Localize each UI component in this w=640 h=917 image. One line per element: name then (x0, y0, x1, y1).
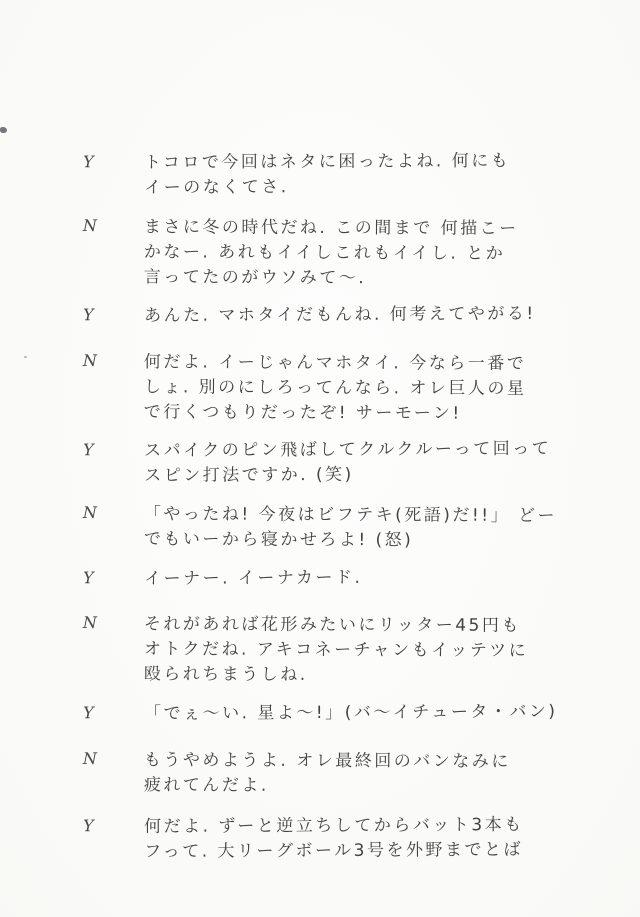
paper-speck (0, 127, 7, 133)
dialogue-line: フって. 大リーグボール3号を外野までとば (144, 839, 524, 862)
speaker-label: N (82, 350, 97, 371)
dialogue-text (144, 812, 614, 864)
dialogue-row (0, 502, 640, 551)
paper-speck (24, 356, 27, 358)
dialogue-line: 疲れてんだよ. (143, 775, 269, 796)
dialogue-text (144, 148, 614, 200)
dialogue-line: しょ. 別のにしろってんなら. オレ巨人の星 (143, 377, 527, 399)
dialogue-text (144, 350, 614, 427)
dialogue-line: 「でぇ～い. 星よ～!」(バ～イチュータ・バン) (144, 701, 558, 724)
speaker-label: Y (83, 568, 94, 588)
speaker-label: N (82, 612, 97, 633)
dialogue-row (0, 564, 640, 589)
speaker-label: Y (83, 305, 94, 325)
dialogue-row (0, 148, 640, 198)
dialogue-row (0, 215, 640, 289)
speaker-label: Y (83, 440, 94, 460)
dialogue-text (144, 612, 614, 689)
dialogue-row (0, 301, 640, 326)
dialogue-line: 何だよ. イーじゃんマホタイ. 今なら一番で (143, 352, 527, 374)
dialogue-line: で行くつもりだったぞ! サーモーン! (143, 402, 462, 424)
dialogue-line: かなー. あれもイイしこれもイイし. とか (143, 242, 506, 264)
dialogue-text (144, 301, 614, 328)
dialogue-row (0, 612, 640, 685)
dialogue-line: スピン打法ですか. (笑) (144, 464, 354, 486)
dialogue-line: イーのなくてさ. (144, 177, 289, 198)
dialogue-row (0, 699, 640, 724)
dialogue-text (144, 564, 614, 591)
dialogue-line: あんた. マホタイだもんね. 何考えてやがる! (144, 303, 536, 326)
dialogue-row (0, 436, 640, 486)
speaker-label: Y (83, 152, 94, 172)
speaker-label: Y (83, 703, 94, 723)
dialogue-text (144, 502, 614, 554)
dialogue-row (0, 748, 640, 796)
dialogue-line: まさに冬の時代だね. この間まで 何描こー (143, 217, 519, 239)
dialogue-line: 言ってたのがウソみて～. (143, 267, 367, 289)
dialogue-line: 殴られちまうしね. (143, 664, 308, 685)
dialogue-text (144, 215, 614, 292)
dialogue-line: 「やったね! 今夜はビフテキ(死語)だ!!」 どー (143, 504, 558, 527)
dialogue-row (0, 812, 640, 862)
speaker-label: Y (83, 816, 94, 836)
dialogue-line: オトクだね. アキコネーチャンもイッテツに (143, 639, 529, 661)
speaker-label: N (82, 748, 97, 769)
dialogue-line: トコロで今回はネタに困ったよね. 何にも (144, 151, 511, 173)
dialogue-text (144, 748, 614, 800)
dialogue-line: イーナー. イーナカード. (144, 567, 363, 589)
dialogue-row (0, 350, 640, 424)
dialogue-line: 何だよ. ずーと逆立ちしてからバット3本も (144, 814, 524, 837)
dialogue-text (144, 436, 614, 488)
dialogue-line: それがあれば花形みたいにリッター45円も (143, 614, 521, 636)
speaker-label: N (82, 502, 97, 523)
dialogue-line: もうやめようよ. オレ最終回のバンなみに (143, 750, 511, 772)
speaker-label: N (82, 215, 97, 236)
dialogue-text (144, 699, 614, 726)
dialogue-line: スパイクのピン飛ばしてクルクルーって回って (144, 438, 552, 461)
dialogue-line: でもいーから寝かせろよ! (怒) (143, 529, 414, 551)
